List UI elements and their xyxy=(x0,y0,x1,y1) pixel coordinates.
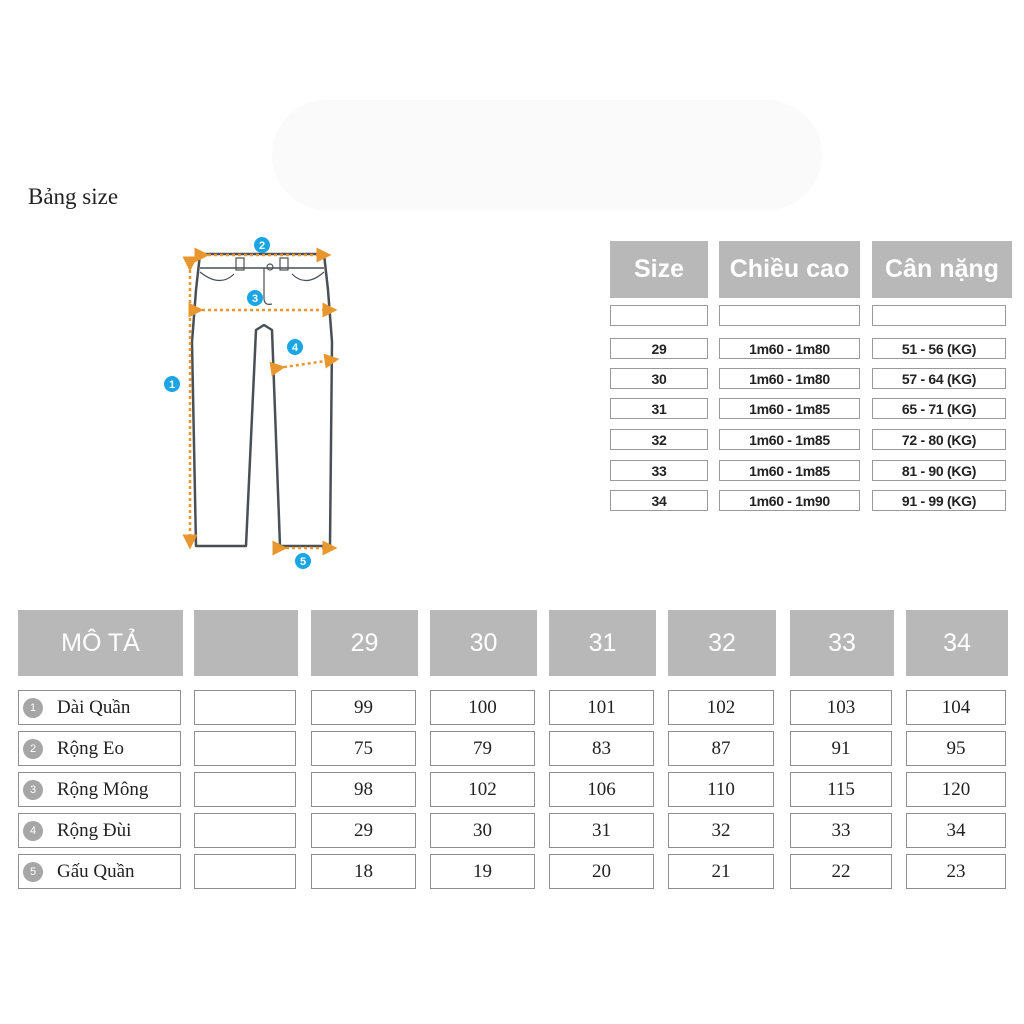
measurement-value-cell: 30 xyxy=(430,813,535,848)
measurement-label-text: Rộng Mông xyxy=(57,778,149,800)
size-column-header: 34 xyxy=(906,610,1008,676)
measurement-value-cell: 32 xyxy=(668,813,774,848)
measurement-label xyxy=(18,731,181,766)
measurement-value-cell: 19 xyxy=(430,854,535,889)
marker-5-icon xyxy=(295,553,311,569)
size-table-cell: 51 - 56 (KG) xyxy=(872,338,1006,359)
measurement-label xyxy=(18,813,181,848)
description-header: MÔ TẢ xyxy=(18,610,183,676)
size-table-cell: 81 - 90 (KG) xyxy=(872,460,1006,481)
watermark-blur xyxy=(272,100,822,210)
measurement-value-cell: 120 xyxy=(906,772,1006,807)
svg-text:3: 3 xyxy=(251,293,259,305)
size-table-cell: 1m60 - 1m90 xyxy=(719,490,860,511)
measurement-label-text: Rộng Eo xyxy=(57,737,125,759)
measurement-value-cell: 75 xyxy=(311,731,416,766)
measurement-value-cell xyxy=(194,690,296,725)
measurement-value-cell: 100 xyxy=(430,690,535,725)
size-table-cell: 31 xyxy=(610,398,708,419)
svg-text:5: 5 xyxy=(299,556,307,568)
measurement-value-cell: 83 xyxy=(549,731,654,766)
measurement-value-cell xyxy=(194,813,296,848)
size-table-cell: 30 xyxy=(610,368,708,389)
measurement-value-cell: 18 xyxy=(311,854,416,889)
measurement-value-cell: 91 xyxy=(790,731,892,766)
measurement-value-cell: 87 xyxy=(668,731,774,766)
size-table-cell: 1m60 - 1m80 xyxy=(719,338,860,359)
size-table-cell: 34 xyxy=(610,490,708,511)
size-table-cell: 91 - 99 (KG) xyxy=(872,490,1006,511)
measurement-value-cell: 115 xyxy=(790,772,892,807)
measurement-value-cell xyxy=(194,772,296,807)
measurement-value-cell: 29 xyxy=(311,813,416,848)
measurement-label-text: Dài Quần xyxy=(57,696,131,718)
measurement-label-text: Rộng Đùi xyxy=(57,819,132,841)
size-table-cell: 29 xyxy=(610,338,708,359)
marker-1-icon xyxy=(164,376,180,392)
size-column-header: 29 xyxy=(311,610,418,676)
size-table-cell: 1m60 - 1m80 xyxy=(719,368,860,389)
measurement-number-badge: 4 xyxy=(23,821,43,841)
marker-4-icon xyxy=(287,339,303,355)
size-column-header: 32 xyxy=(668,610,776,676)
svg-text:2: 2 xyxy=(258,240,266,252)
svg-text:4: 4 xyxy=(291,342,299,354)
measurement-label xyxy=(18,690,181,725)
measurement-value-cell xyxy=(194,854,296,889)
size-table-cell: 57 - 64 (KG) xyxy=(872,368,1006,389)
measurement-value-cell: 23 xyxy=(906,854,1006,889)
measurement-label xyxy=(18,772,181,807)
measurement-value-cell: 79 xyxy=(430,731,535,766)
measurement-value-cell: 102 xyxy=(430,772,535,807)
measurement-value-cell: 95 xyxy=(906,731,1006,766)
measurement-value-cell: 99 xyxy=(311,690,416,725)
measurement-number-badge: 2 xyxy=(23,739,43,759)
measurement-value-cell: 98 xyxy=(311,772,416,807)
measurement-value-cell: 22 xyxy=(790,854,892,889)
measurement-value-cell: 103 xyxy=(790,690,892,725)
size-table-cell: 65 - 71 (KG) xyxy=(872,398,1006,419)
measurement-value-cell xyxy=(194,731,296,766)
pants-diagram-icon xyxy=(160,230,350,575)
marker-2-icon xyxy=(254,237,270,253)
height-header: Chiều cao xyxy=(719,241,860,298)
weight-header: Cân nặng xyxy=(872,241,1012,298)
size-table-cell: 32 xyxy=(610,429,708,450)
size-table-cell: 33 xyxy=(610,460,708,481)
measurement-value-cell: 34 xyxy=(906,813,1006,848)
size-table-cell: 1m60 - 1m85 xyxy=(719,460,860,481)
measurement-number-badge: 3 xyxy=(23,780,43,800)
measurement-value-cell: 110 xyxy=(668,772,774,807)
measurement-label xyxy=(18,854,181,889)
marker-3-icon xyxy=(247,290,263,306)
size-header: Size xyxy=(610,241,708,298)
size-table-cell: 72 - 80 (KG) xyxy=(872,429,1006,450)
size-table-cell xyxy=(610,305,708,326)
size-column-header: 31 xyxy=(549,610,656,676)
measurement-value-cell: 102 xyxy=(668,690,774,725)
measurement-value-cell: 20 xyxy=(549,854,654,889)
size-table-cell xyxy=(719,305,860,326)
size-column-header xyxy=(194,610,298,676)
size-column-header: 30 xyxy=(430,610,537,676)
size-table xyxy=(608,241,1012,513)
measurement-value-cell: 101 xyxy=(549,690,654,725)
measurement-label-text: Gấu Quần xyxy=(57,860,135,882)
size-table-cell: 1m60 - 1m85 xyxy=(719,429,860,450)
measurement-number-badge: 1 xyxy=(23,698,43,718)
svg-text:1: 1 xyxy=(168,379,176,391)
measurement-number-badge: 5 xyxy=(23,862,43,882)
measurement-value-cell: 104 xyxy=(906,690,1006,725)
measurement-value-cell: 106 xyxy=(549,772,654,807)
measurement-value-cell: 31 xyxy=(549,813,654,848)
measurement-value-cell: 21 xyxy=(668,854,774,889)
size-column-header: 33 xyxy=(790,610,894,676)
page-title: Bảng size xyxy=(28,184,119,209)
measurement-value-cell: 33 xyxy=(790,813,892,848)
size-table-cell: 1m60 - 1m85 xyxy=(719,398,860,419)
size-table-cell xyxy=(872,305,1006,326)
